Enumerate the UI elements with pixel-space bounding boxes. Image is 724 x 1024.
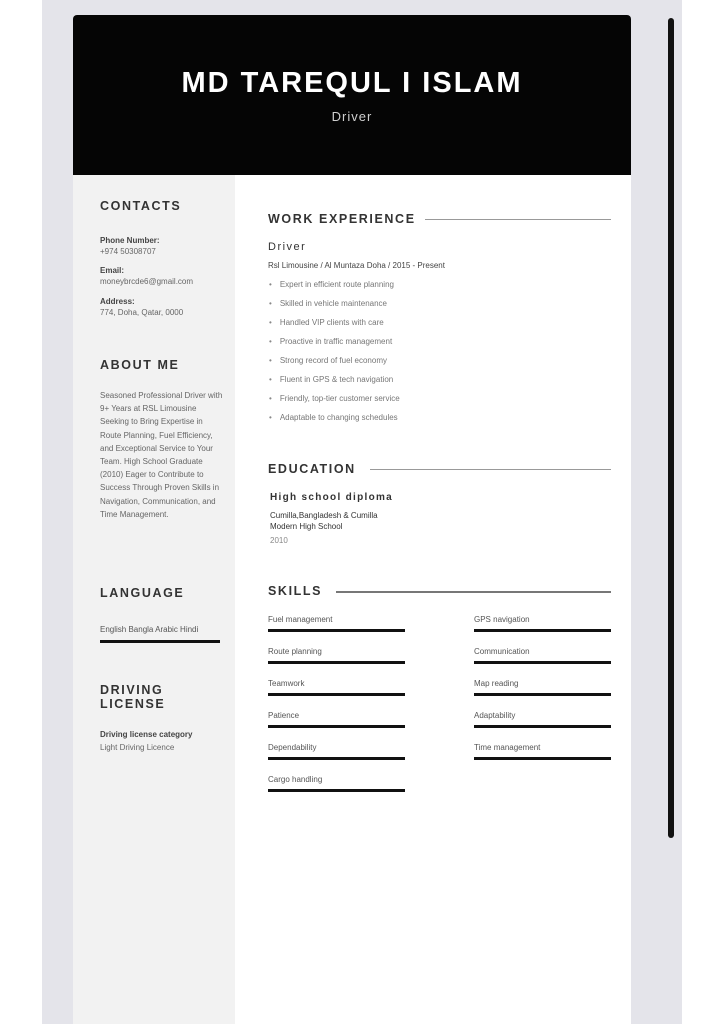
about-heading: ABOUT ME [100, 358, 180, 372]
skill-item [474, 615, 611, 635]
email-value: moneybrcde6@gmail.com [100, 277, 194, 286]
license-label: Driving license category [100, 730, 193, 739]
edu-school-line2: Modern High School [270, 521, 343, 531]
skill-label: Fuel management [268, 615, 333, 624]
skill-bar [474, 661, 611, 664]
education-rule [370, 469, 611, 470]
email-label: Email: [100, 266, 125, 275]
resume-page [73, 15, 631, 1024]
job-company: Rsl Limousine / Al Muntaza Doha / 2015 - Present [268, 261, 445, 270]
skill-item [268, 711, 405, 731]
resume-header [73, 15, 631, 175]
skill-bar [268, 661, 405, 664]
address-label: Address: [100, 297, 135, 306]
skill-item [268, 647, 405, 667]
skill-label: Patience [268, 711, 300, 720]
work-heading: WORK EXPERIENCE [268, 212, 416, 226]
skill-label: Teamwork [268, 679, 305, 688]
skill-bar [474, 629, 611, 632]
job-title: Driver [268, 241, 307, 253]
job-bullet: • Handled VIP clients with care [269, 317, 400, 336]
skill-label: Map reading [474, 679, 519, 688]
skill-item [268, 615, 405, 635]
skill-item [474, 679, 611, 699]
driving-heading-line1: DRIVING [100, 683, 164, 697]
skill-item [474, 647, 611, 667]
language-heading: LANGUAGE [100, 586, 185, 600]
edu-school [270, 511, 470, 532]
job-bullet: • Fluent in GPS & tech navigation [269, 374, 400, 393]
skill-bar [268, 693, 405, 696]
skill-bar [268, 629, 405, 632]
job-bullet: • Expert in efficient route planning [269, 279, 400, 298]
right-margin [682, 0, 724, 1024]
language-bar [100, 640, 220, 643]
candidate-name: MD TAREQUL I ISLAM [181, 67, 523, 99]
contacts-heading: CONTACTS [100, 199, 182, 213]
education-heading: EDUCATION [268, 462, 356, 476]
skill-label: Dependability [268, 743, 317, 752]
skill-item [268, 743, 405, 763]
skill-item [474, 743, 611, 763]
job-bullet: • Proactive in traffic management [269, 336, 400, 355]
sidebar [73, 175, 235, 1024]
skill-label: Adaptability [474, 711, 516, 720]
skill-bar [268, 757, 405, 760]
skill-bar [268, 789, 405, 792]
skills-rule [336, 591, 611, 593]
job-bullet: • Adaptable to changing schedules [269, 412, 400, 431]
phone-value: +974 50308707 [100, 247, 156, 256]
skills-heading: SKILLS [268, 584, 323, 598]
edu-school-line1: Cumilla,Bangladesh & Cumilla [270, 511, 378, 520]
license-value: Light Driving Licence [100, 743, 175, 752]
skill-item [474, 711, 611, 731]
candidate-role: Driver [331, 109, 373, 124]
skill-item [268, 679, 405, 699]
job-bullet: • Strong record of fuel economy [269, 355, 400, 374]
about-text: Seasoned Professional Driver with 9+ Years at RSL Limousine Seeking to Bring Expertise in Route Planning, Fuel Efficiency, and Exceptional Service to Your Team. High School Graduate (2010) Eager to Contribute to Success Through Proven Skills in Navigation, Communication, and Time Management. [100, 391, 223, 519]
scrollbar[interactable] [668, 18, 674, 838]
skill-bar [474, 757, 611, 760]
skill-label: Communication [474, 647, 530, 656]
skill-bar [268, 725, 405, 728]
language-value: English Bangla Arabic Hindi [100, 625, 199, 634]
edu-degree: High school diploma [270, 492, 394, 503]
skill-label: Time management [474, 743, 541, 752]
left-margin [0, 0, 42, 1024]
skill-bar [474, 725, 611, 728]
address-value: 774, Doha, Qatar, 0000 [100, 308, 184, 317]
skill-label: Route planning [268, 647, 322, 656]
job-bullets [269, 279, 400, 431]
skill-bar [474, 693, 611, 696]
skill-item [268, 775, 405, 795]
phone-label: Phone Number: [100, 236, 160, 245]
job-bullet: • Skilled in vehicle maintenance [269, 298, 400, 317]
driving-heading-line2: LICENSE [100, 697, 166, 711]
work-rule [425, 219, 611, 220]
skill-label: Cargo handling [268, 775, 323, 784]
edu-year: 2010 [270, 536, 288, 545]
job-bullet: • Friendly, top-tier customer service [269, 393, 400, 412]
skill-label: GPS navigation [474, 615, 530, 624]
